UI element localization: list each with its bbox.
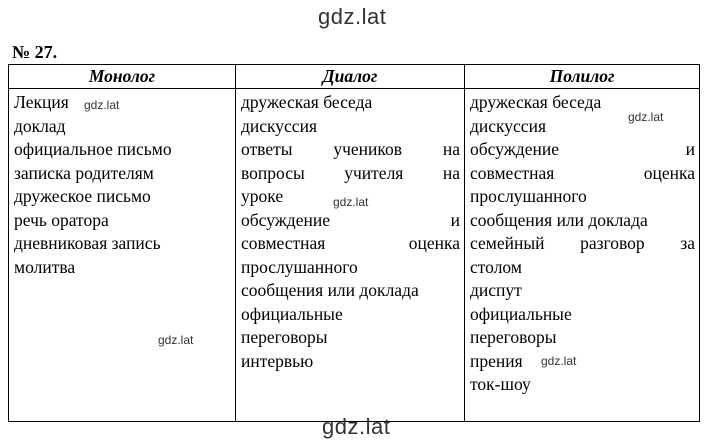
word: оценка bbox=[643, 162, 695, 183]
list-item: молитва bbox=[14, 256, 76, 277]
genres-table bbox=[8, 64, 700, 422]
list-item: уроке bbox=[241, 186, 284, 206]
monolog-cell bbox=[9, 89, 236, 422]
word: учителя bbox=[344, 162, 404, 183]
list-item: сообщения или доклада bbox=[470, 209, 648, 230]
list-item: речь оратора bbox=[14, 209, 109, 230]
word: оценка bbox=[408, 233, 460, 253]
list-item bbox=[241, 209, 460, 233]
word: учеников bbox=[333, 139, 403, 159]
word: обсуждение bbox=[241, 209, 330, 230]
list-item: переговоры bbox=[470, 327, 557, 347]
list-item bbox=[241, 232, 460, 256]
list-item: дневниковая запись bbox=[14, 233, 161, 253]
list-item bbox=[241, 162, 460, 186]
list-item: переговоры bbox=[241, 327, 328, 347]
list-item: дружеская беседа bbox=[470, 92, 602, 112]
list-item: дискуссия bbox=[241, 115, 317, 136]
header-polilog: Полилог bbox=[465, 65, 700, 89]
word: на bbox=[442, 139, 460, 159]
word: совместная bbox=[241, 233, 326, 253]
list-item: прослушанного bbox=[470, 186, 587, 206]
list-item: официальные bbox=[470, 303, 572, 324]
word: на bbox=[442, 162, 460, 183]
watermark-col1: gdz.lat bbox=[84, 98, 120, 112]
list-item bbox=[470, 232, 695, 256]
list-item: диспут bbox=[470, 280, 522, 300]
dialog-cell bbox=[236, 89, 465, 422]
header-dialog: Диалог bbox=[236, 65, 465, 89]
list-item: Лекция bbox=[14, 92, 69, 112]
word: и bbox=[685, 139, 695, 159]
word: обсуждение bbox=[470, 139, 559, 159]
table-row bbox=[9, 89, 700, 422]
list-item bbox=[470, 162, 695, 186]
watermark-col3-lower: gdz.lat bbox=[541, 354, 577, 368]
list-item: прослушанного bbox=[241, 256, 358, 277]
word: и bbox=[450, 209, 460, 230]
watermark-col2: gdz.lat bbox=[333, 195, 369, 209]
list-item: официальные bbox=[241, 303, 343, 324]
header-monolog: Монолог bbox=[9, 65, 236, 89]
list-item: официальное письмо bbox=[14, 139, 172, 159]
list-item: сообщения или доклада bbox=[241, 280, 419, 300]
word: разговор bbox=[580, 233, 645, 253]
list-item: дружеское письмо bbox=[14, 186, 151, 206]
watermark-top: gdz.lat bbox=[318, 4, 387, 29]
table-header-row bbox=[9, 65, 700, 89]
watermark-bottom: gdz.lat bbox=[322, 414, 391, 439]
watermark-col3: gdz.lat bbox=[628, 110, 664, 124]
polilog-cell bbox=[465, 89, 700, 422]
list-item: дружеская беседа bbox=[241, 92, 373, 112]
list-item: столом bbox=[470, 256, 522, 277]
list-item bbox=[470, 138, 695, 162]
list-item: ток-шоу bbox=[470, 374, 531, 394]
word: ответы bbox=[241, 139, 293, 159]
list-item: интервью bbox=[241, 350, 314, 371]
word: семейный bbox=[470, 233, 545, 253]
list-item: доклад bbox=[14, 115, 66, 136]
list-item: дискуссия bbox=[470, 115, 546, 136]
task-number: № 27. bbox=[12, 42, 58, 62]
list-item: записка родителям bbox=[14, 162, 154, 183]
list-item: прения bbox=[470, 350, 523, 371]
list-item bbox=[241, 138, 460, 162]
watermark-col1-lower: gdz.lat bbox=[158, 333, 194, 347]
word: вопросы bbox=[241, 162, 305, 183]
word: за bbox=[680, 233, 695, 253]
word: совместная bbox=[470, 162, 555, 183]
